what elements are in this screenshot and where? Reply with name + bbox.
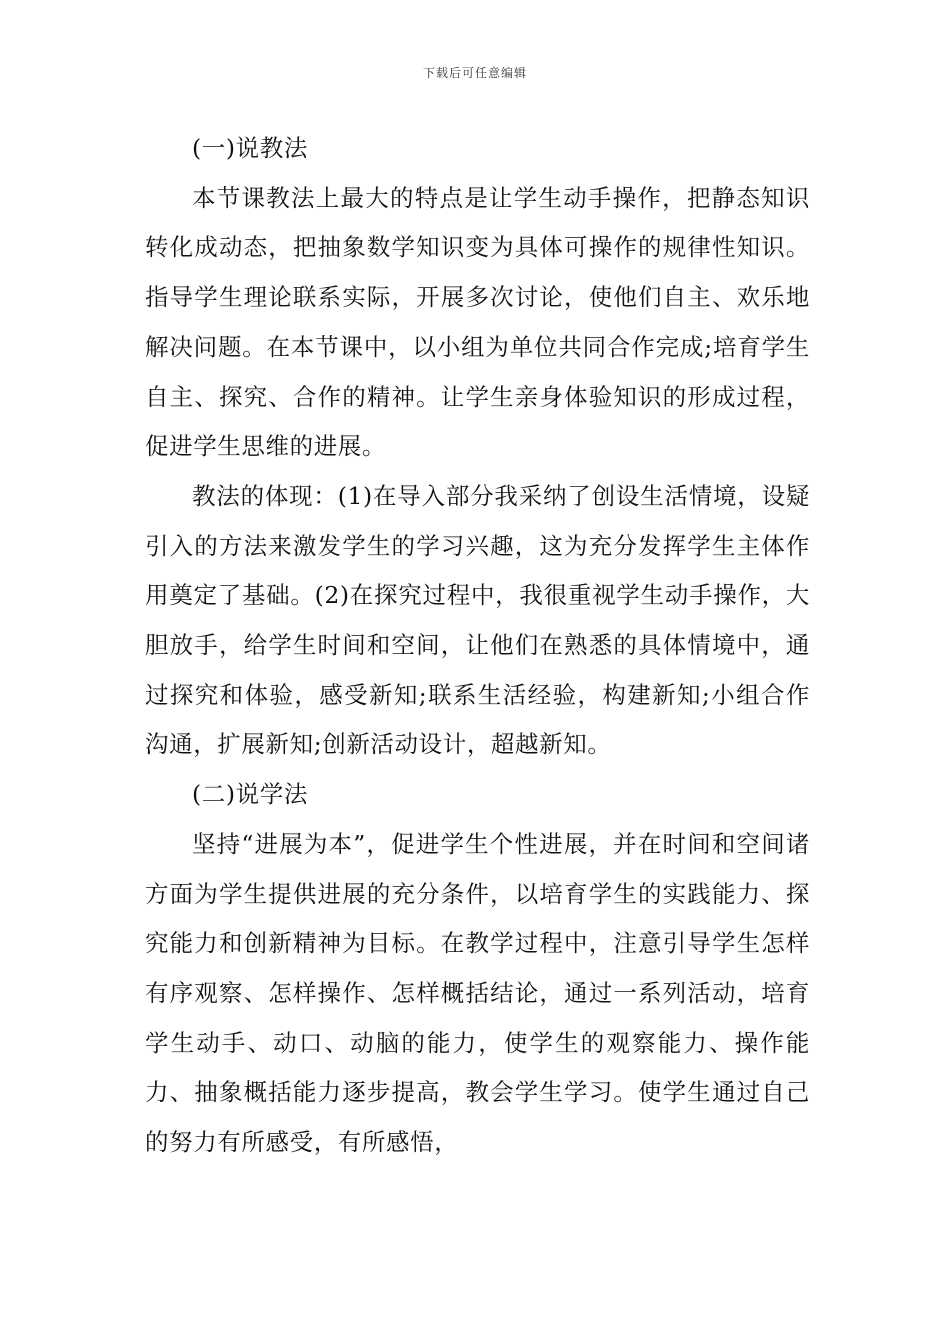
paragraph-teaching-method-features: 本节课教法上最大的特点是让学生动手操作，把静态知识转化成动态，把抽象数学知识变为具体可操作的规律性知识。指导学生理论联系实际，开展多次讨论，使他们自主、欢乐地解决问题。在本节课中，以小组为单位共同合作完成;培育学生自主、探究、合作的精神。让学生亲身体验知识的形成过程，促进学生思维的进展。 [145,183,810,461]
paragraph-learning-method: 坚持“进展为本”，促进学生个性进展，并在时间和空间诸方面为学生提供进展的充分条件，以培育学生的实践能力、探究能力和创新精神为目标。在教学过程中，注意引导学生怎样有序观察、怎样操作、怎样概括结论，通过一系列活动，培育学生动手、动口、动脑的能力，使学生的观察能力、操作能力、抽象概括能力逐步提高，教会学生学习。使学生通过自己的努力有所感受，有所感悟， [145,829,810,1157]
section-heading-learning-method: (二)说学法 [192,780,308,809]
header-note: 下载后可任意编辑 [422,66,527,80]
document-body [145,124,810,1168]
paragraph-teaching-method-embodiment: 教法的体现：(1)在导入部分我采纳了创设生活情境，设疑引入的方法来激发学生的学习兴趣，这为充分发挥学生主体作用奠定了基础。(2)在探究过程中，我很重视学生动手操作，大胆放手，给学生时间和空间，让他们在熟悉的具体情境中，通过探究和体验，感受新知;联系生活经验，构建新知;小组合作沟通，扩展新知;创新活动设计，超越新知。 [145,481,810,759]
section-heading-teaching-method: (一)说教法 [192,134,308,162]
